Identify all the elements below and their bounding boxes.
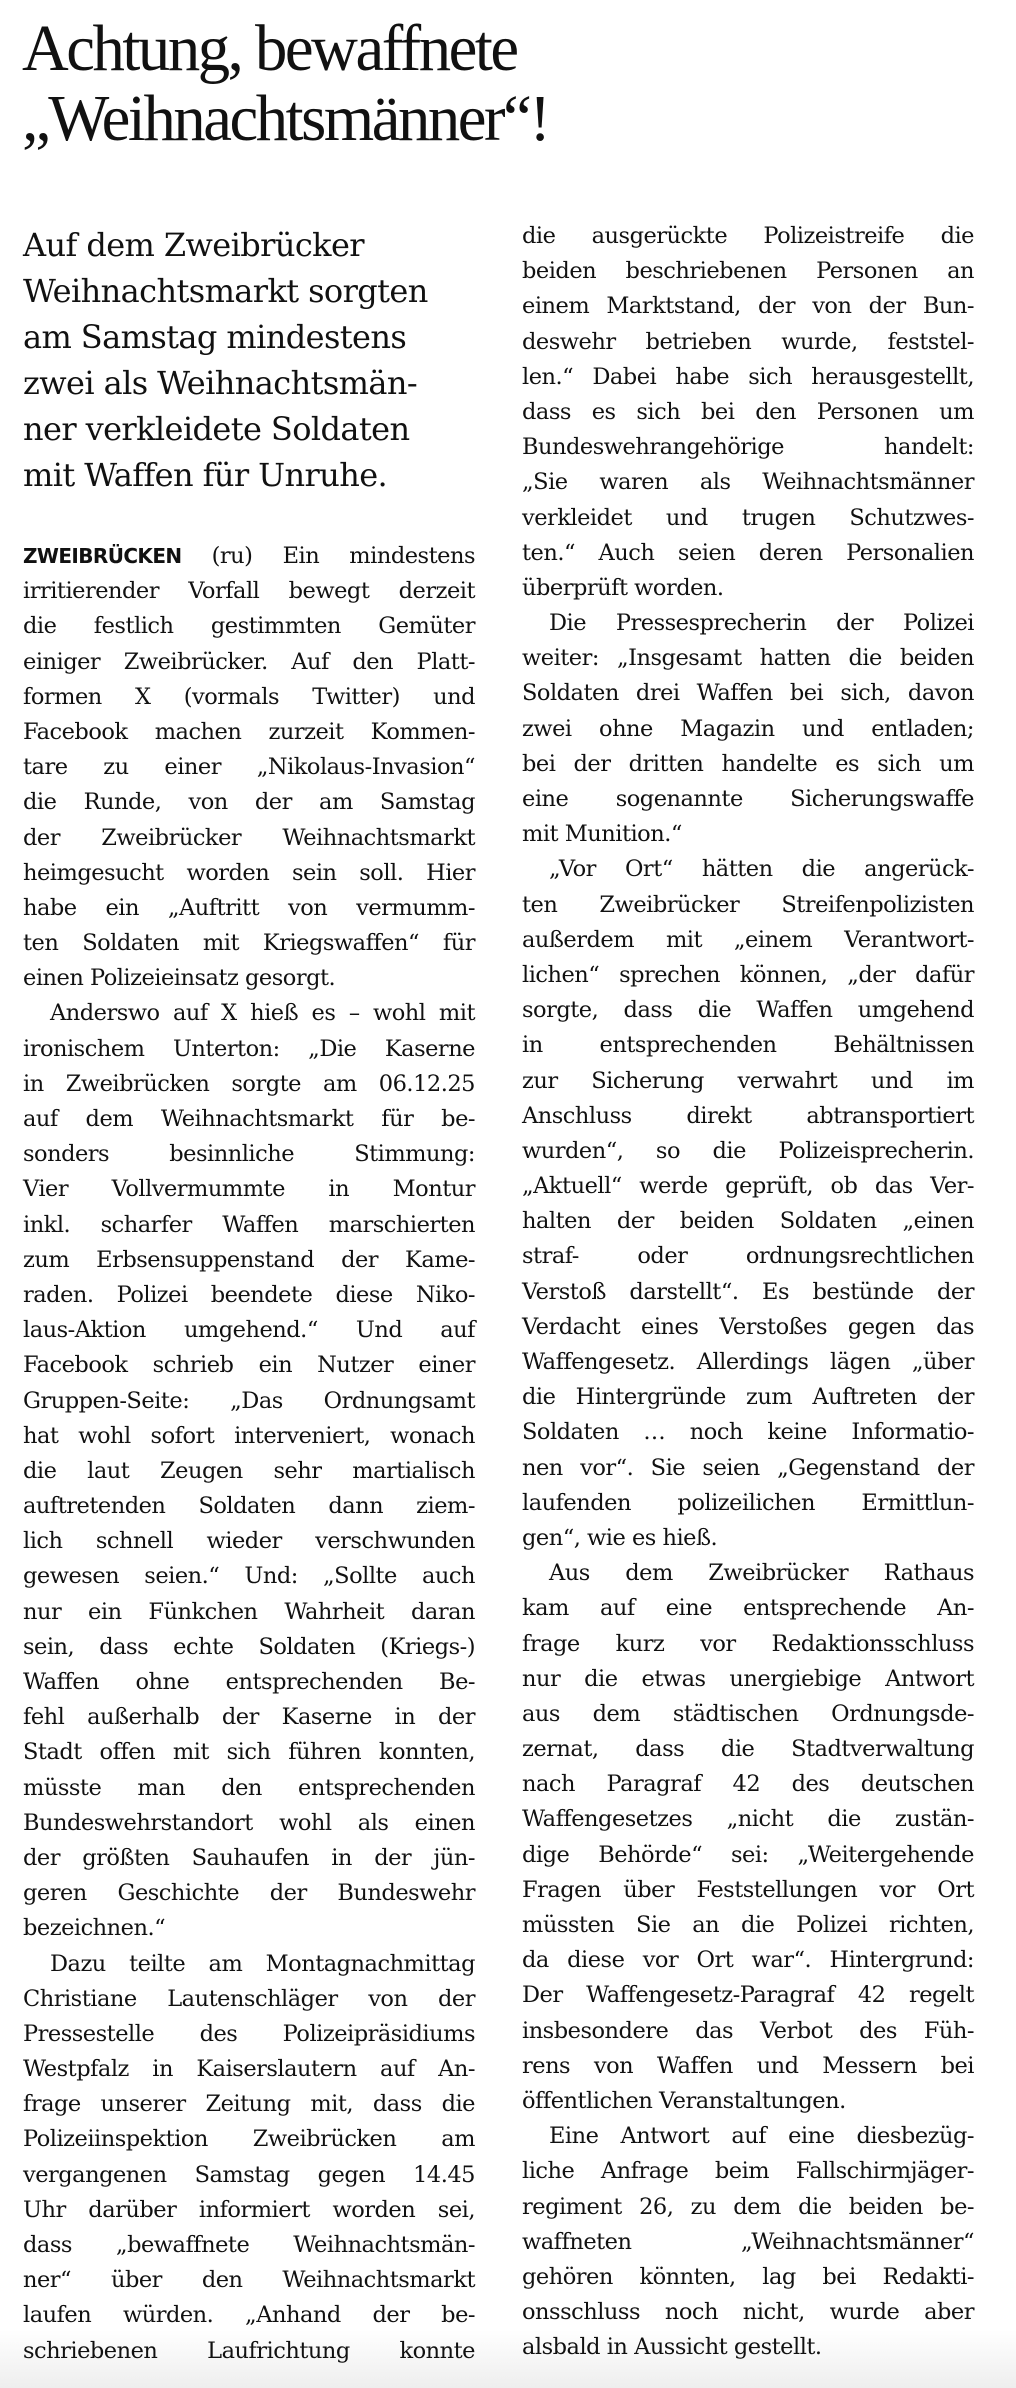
body-text-line: laufenden polizeilichen Ermittlun- [522,1489,974,1516]
body-text-line: tare zu einer „Nikolaus-Invasion“ [23,754,475,781]
intro-teaser [23,222,483,498]
body-text-line: öffentlichen Veranstaltungen. [522,2087,846,2114]
body-text-line: einem Marktstand, der von der Bun- [522,293,974,320]
body-text-line: ten.“ Auch seien deren Personalien [522,539,974,566]
intro-line: Auf dem Zweibrücker [23,226,365,264]
body-text-line: Christiane Lautenschläger von der [23,1985,475,2012]
body-text-line [23,539,475,574]
body-text-line: ten Soldaten mit Kriegswaffen“ für [23,930,475,957]
body-text-line: Bundeswehrangehörige handelt: [522,434,974,461]
body-text-line: Die Pressesprecherin der Polizei [549,610,974,637]
body-text-line: Soldaten … noch keine Informatio- [522,1419,974,1446]
body-text-fragment: (ru) Ein mindestens [181,543,475,569]
body-text-line: Waffengesetzes „nicht die zustän- [522,1806,974,1833]
body-text-line: alsbald in Aussicht gestellt. [522,2334,822,2361]
body-text-line: geren Geschichte der Bundeswehr [23,1880,475,1907]
body-text-line: einen Polizeieinsatz gesorgt. [23,965,336,992]
body-text-line: dass es sich bei den Personen um [522,398,974,425]
body-text-line: außerdem mit „einem Verantwort- [522,926,974,953]
body-text-line: „Sie waren als Weihnachtsmänner [522,469,974,496]
body-text-line: weiter: „Insgesamt hatten die beiden [522,645,974,672]
body-text-line: Pressestelle des Polizeipräsidiums [23,2020,475,2047]
body-text-line: Eine Antwort auf eine diesbezüg- [549,2123,974,2150]
body-text-line: frage unserer Zeitung mit, dass die [23,2091,475,2118]
body-text-line: sonders besinnliche Stimmung: [23,1141,475,1168]
body-text-line: bezeichnen.“ [23,1915,166,1942]
body-text-line: Waffen ohne entsprechenden Be- [23,1669,475,1695]
body-text-line: regiment 26, zu dem die beiden be- [522,2193,974,2220]
body-text-line: Aus dem Zweibrücker Rathaus [549,1560,974,1587]
body-text-line: nur die etwas unergiebige Antwort [522,1665,974,1692]
body-text-line: eine sogenannte Sicherungswaffe [522,786,974,812]
body-text-line: Anderswo auf X hieß es – wohl mit [50,1000,475,1027]
body-text-line: beiden beschriebenen Personen an [522,258,974,285]
body-column-left [23,539,475,2369]
body-text-line: in entsprechenden Behältnissen [522,1032,974,1059]
body-text-line: Stadt offen mit sich führen konnten, [23,1739,475,1766]
body-text-line: laufen würden. „Anhand der be- [23,2302,475,2329]
body-text-line: Bundeswehrstandort wohl als einen [23,1809,475,1836]
body-text-line: frage kurz vor Redaktionsschluss [522,1630,974,1657]
body-text-line: ten Zweibrücker Streifenpolizisten [522,891,974,918]
body-text-line: Polizeiinspektion Zweibrücken am [23,2126,475,2153]
headline [22,14,982,154]
body-text-line: nach Paragraf 42 des deutschen [522,1771,974,1798]
body-text-line: aus dem städtischen Ordnungsde- [522,1700,974,1727]
body-text-line: halten der beiden Soldaten „einen [522,1208,974,1235]
body-text-line: Westpfalz in Kaiserslautern auf An- [23,2056,475,2083]
body-text-line: deswehr betrieben wurde, feststel- [522,328,974,355]
body-text-line: „Vor Ort“ hätten die angerück- [549,856,974,883]
body-text-line: len.“ Dabei habe sich herausgestellt, [522,363,974,390]
body-text-line: ner“ über den Weihnachtsmarkt [23,2267,475,2294]
body-text-line: auftretenden Soldaten dann ziem- [23,1493,475,1520]
body-text-line: kam auf eine entsprechende An- [522,1595,974,1622]
body-text-line: nur ein Fünkchen Wahrheit daran [23,1598,475,1625]
body-text-line: Waffengesetz. Allerdings lägen „über [522,1349,974,1375]
body-text-line: bei der dritten handelte es sich um [522,750,974,777]
body-text-line: heimgesucht worden sein soll. Hier [23,859,475,886]
body-text-line: gewesen seien.“ Und: „Sollte auch [23,1563,475,1590]
body-text-line: der Zweibrücker Weihnachtsmarkt [23,824,475,851]
body-text-line: schriebenen Laufrichtung konnte [23,2337,475,2364]
intro-line: ner verkleidete Soldaten [23,410,410,448]
body-text-line: waffneten „Weihnachtsmänner“ [522,2228,974,2255]
body-text-line: vergangenen Samstag gegen 14.45 [23,2161,475,2188]
body-text-line: straf- oder ordnungsrechtlichen [522,1243,974,1270]
body-text-line: inkl. scharfer Waffen marschierten [23,1211,475,1238]
body-text-line: rens von Waffen und Messern bei [522,2052,974,2079]
body-text-line: dige Behörde“ sei: „Weitergehende [522,1841,974,1868]
body-text-line: einiger Zweibrücker. Auf den Platt- [23,648,475,675]
body-text-line: onsschluss noch nicht, wurde aber [522,2299,974,2326]
body-text-line: Uhr darüber informiert worden sei, [23,2196,475,2223]
body-text-line: Anschluss direkt abtransportiert [522,1102,974,1129]
body-text-line: lichen“ sprechen können, „der dafür [522,961,974,988]
body-text-line: Dazu teilte am Montagnachmittag [50,1950,475,1977]
body-text-line: liche Anfrage beim Fallschirmjäger- [522,2158,974,2185]
body-text-line: formen X (vormals Twitter) und [23,683,475,710]
body-text-line: zwei ohne Magazin und entladen; [522,715,974,742]
body-text-line: müsste man den entsprechenden [23,1774,475,1801]
body-text-line: „Aktuell“ werde geprüft, ob das Ver- [522,1173,974,1200]
body-text-line: mit Munition.“ [522,821,682,848]
body-text-line: der größten Sauhaufen in der jün- [23,1844,475,1871]
body-text-line: habe ein „Auftritt von vermumm- [23,894,475,921]
body-text-line: auf dem Weihnachtsmarkt für be- [23,1106,475,1132]
body-text-line: gen“, wie es hieß. [522,1524,718,1551]
body-text-line: müssten Sie an die Polizei richten, [522,1912,974,1938]
body-text-line: gehören könnten, lag bei Redakti- [522,2263,974,2290]
body-column-right [522,219,974,2365]
headline-line: „Weihnachtsmänner“! [22,82,549,155]
body-text-line: laus-Aktion umgehend.“ Und auf [23,1317,475,1344]
intro-line: zwei als Weihnachtsmän- [23,364,418,402]
body-text-line: Fragen über Feststellungen vor Ort [522,1876,974,1903]
body-text-line: Soldaten drei Waffen bei sich, davon [522,680,974,707]
body-text-line: die festlich gestimmten Gemüter [23,613,475,640]
body-text-line: zum Erbsensuppenstand der Kame- [23,1246,475,1273]
body-text-line: Verstoß darstellt“. Es bestünde der [522,1278,974,1305]
body-text-line: überprüft worden. [522,574,724,601]
intro-line: mit Waffen für Unruhe. [23,456,388,494]
headline-line: Achtung, bewaffnete [22,12,517,85]
body-text-line: sein, dass echte Soldaten (Kriegs-) [23,1633,475,1660]
intro-line: Weihnachtsmarkt sorgten [23,272,428,310]
body-text-line: Gruppen-Seite: „Das Ordnungsamt [23,1387,475,1414]
body-text-line: da diese vor Ort war“. Hintergrund: [522,1947,974,1974]
body-text-line: verkleidet und trugen Schutzwes- [522,504,974,531]
body-text-line: Vier Vollvermummte in Montur [23,1176,475,1203]
body-text-line: in Zweibrücken sorgte am 06.12.25 [23,1070,475,1097]
dateline: ZWEIBRÜCKEN [23,544,182,568]
body-text-line: Facebook schrieb ein Nutzer einer [23,1352,475,1379]
body-text-line: Der Waffengesetz-Paragraf 42 regelt [522,1982,974,2009]
body-text-line: fehl außerhalb der Kaserne in der [23,1704,475,1731]
body-text-line: die ausgerückte Polizeistreife die [522,223,974,249]
body-text-line: hat wohl sofort interveniert, wonach [23,1422,475,1449]
body-text-line: ironischem Unterton: „Die Kaserne [23,1035,475,1062]
body-text-line: nen vor“. Sie seien „Gegenstand der [522,1454,974,1481]
body-text-line: die Runde, von der am Samstag [23,789,475,816]
body-text-line: raden. Polizei beendete diese Niko- [23,1281,475,1308]
body-text-line: lich schnell wieder verschwunden [23,1528,475,1555]
body-text-line: Facebook machen zurzeit Kommen- [23,718,475,745]
intro-line: am Samstag mindestens [23,318,407,356]
body-text-line: die laut Zeugen sehr martialisch [23,1457,475,1484]
body-text-line: zur Sicherung verwahrt und im [522,1067,974,1094]
body-text-line: wurden“, so die Polizeisprecherin. [522,1137,974,1164]
body-text-line: insbesondere das Verbot des Füh- [522,2017,974,2044]
body-text-line: die Hintergründe zum Auftreten der [522,1384,974,1411]
body-text-line: Verdacht eines Verstoßes gegen das [522,1313,974,1340]
body-text-line: sorgte, dass die Waffen umgehend [522,997,974,1024]
body-text-line: dass „bewaffnete Weihnachtsmän- [23,2232,475,2258]
body-text-line: irritierender Vorfall bewegt derzeit [23,578,475,605]
body-text-line: zernat, dass die Stadtverwaltung [522,1736,974,1763]
